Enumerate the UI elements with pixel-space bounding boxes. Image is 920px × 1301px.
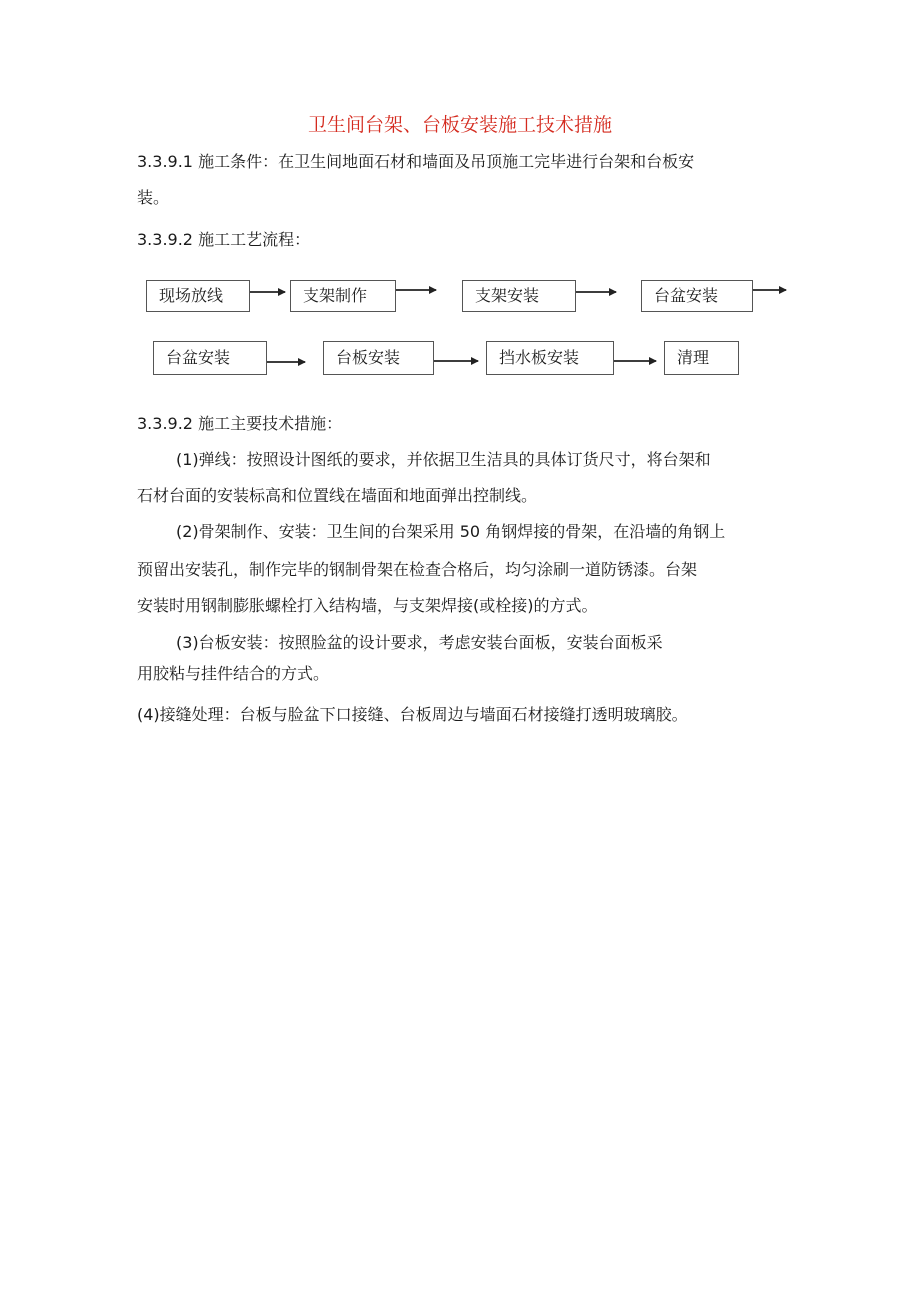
conditions-line-2: 装。 — [137, 188, 170, 207]
flow-step-cleanup: 清理 — [664, 341, 739, 375]
flow-heading: 3.3.9.2 施工工艺流程： — [137, 230, 311, 249]
flow-step-countertop-installation: 台板安装 — [323, 341, 434, 375]
item-2-line-2: 预留出安装孔，制作完毕的钢制骨架在检查合格后，均匀涂刷一道防锈漆。台架 — [137, 560, 698, 579]
flow-step-splashboard-installation: 挡水板安装 — [486, 341, 614, 375]
flow-step-basin-installation: 台盆安装 — [641, 280, 753, 312]
flow-step-bracket-installation: 支架安装 — [462, 280, 576, 312]
item-3-line-2: 用胶粘与挂件结合的方式。 — [137, 664, 330, 683]
measures-heading: 3.3.9.2 施工主要技术措施： — [137, 414, 343, 433]
item-1-line-1: (1)弹线：按照设计图纸的要求，并依据卫生洁具的具体订货尺寸，将台架和 — [176, 450, 711, 469]
flow-step-bracket-fabrication: 支架制作 — [290, 280, 396, 312]
flow-step-site-layout: 现场放线 — [146, 280, 250, 312]
flow-step-basin-installation-2: 台盆安装 — [153, 341, 267, 375]
item-1-line-2: 石材台面的安装标高和位置线在墙面和地面弹出控制线。 — [137, 486, 538, 505]
item-4-line-1: (4)接缝处理：台板与脸盆下口接缝、台板周边与墙面石材接缝打透明玻璃胶。 — [137, 705, 688, 724]
document-title: 卫生间台架、台板安装施工技术措施 — [307, 114, 612, 136]
conditions-line-1: 3.3.9.1 施工条件：在卫生间地面石材和墙面及吊顶施工完毕进行台架和台板安 — [137, 152, 695, 171]
item-3-line-1: (3)台板安装：按照脸盆的设计要求，考虑安装台面板，安装台面板采 — [176, 633, 663, 652]
item-2-line-1: (2)骨架制作、安装：卫生间的台架采用 50 角钢焊接的骨架，在沿墙的角钢上 — [176, 522, 726, 541]
item-2-line-3: 安装时用钢制膨胀螺栓打入结构墙，与支架焊接(或栓接)的方式。 — [137, 596, 598, 615]
